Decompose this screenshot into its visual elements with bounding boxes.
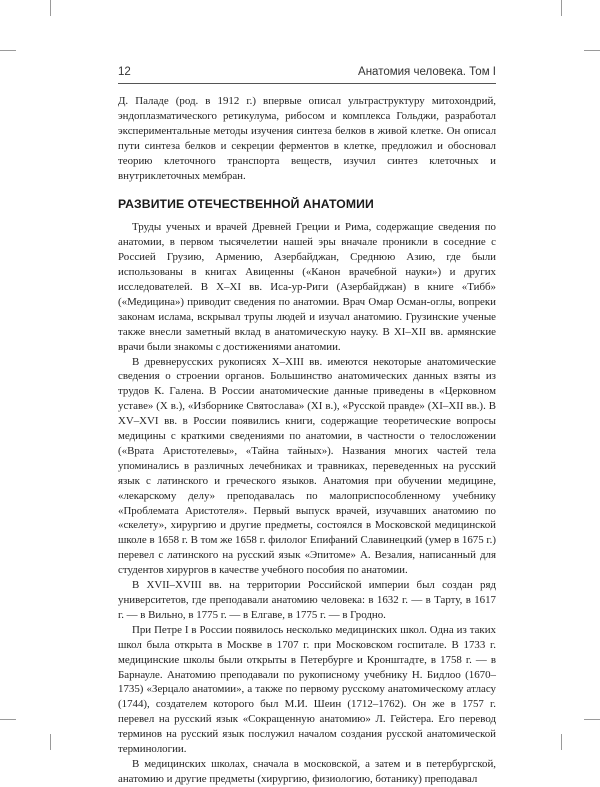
body-paragraph: В медицинских школах, сначала в московской, а затем и в петербургской, анатомию и другие предметы (хирургию, физиологию, ботанику) преподавал [118, 757, 496, 785]
header-rule [118, 83, 496, 84]
intro-paragraph: Д. Паладе (род. в 1912 г.) впервые описал ультраструктуру митохондрий, эндоплазматического ретикулума, рибосом и комплекса Гольджи, разработал экспериментальные методы изучения синтеза белков в живой клетке. Он описал пути синтеза белков и секреции ферментов в клетке, предложил и обосновал теорию клеточного транспорта веществ, изучил синтез клеточных и внутриклеточных мембран. [118, 95, 496, 182]
body-paragraph: Труды ученых и врачей Древней Греции и Рима, содержащие сведения по анатомии, в первом тысячелетии нашей эры вначале проникли в соседние с Россией Грузию, Армению, Азербайджан, Среднюю Азию, где были использованы в книгах Авиценны («Канон врачебной науки») и других исследователей. В X–XI вв. Иса-ур-Риги (Азербайджан) в книге «Тибб» («Медицина») приводит сведения по анатомии. Врач Омар Осман-оглы, вопреки законам ислама, вскрывал трупы людей и изучал анатомию. Грузинские ученые также внесли заметный вклад в анатомическую науку. В XI–XII вв. армянские врачи были знакомы с достижениями анатомии. [118, 221, 496, 353]
body-paragraph: В древнерусских рукописях X–XIII вв. имеются некоторые анатомические сведения о строении органов. Большинство анатомических данных взяты из трудов К. Галена. В России анатомические данные приведены в «Церковном уставе» (X в.), «Изборнике Святослава» (XI в.), «Русской правде» (XI–XII вв.). В XV–XVI вв. в России появились книги, содержащие теоретические вопросы медицины с краткими сведениями по анатомии, в частности о телосложении («Врата Аристотелевы», «Тайна тайных»). Названия многих частей тела упоминались в различных лечебниках и травниках, переведенных на русский язык с латинского и греческого языков. Анатомия при обучении медицине, «лекарскому делу» преподавалась по малоприспособленному учебнику «Проблемата Аристотеля». Первый выпуск врачей, изучавших анатомию по «скелету», хирургию и другие предметы, состоялся в Московской медицинской школе в 1658 г. В том же 1658 г. филолог Епифаний Славинецкий (умер в 1675 г.) перевел с латинского на русский язык «Эпитоме» А. Везалия, написанный для студентов хирургов в качестве учебного пособия по анатомии. [118, 355, 496, 577]
section-heading: РАЗВИТИЕ ОТЕЧЕСТВЕННОЙ АНАТОМИИ [118, 197, 374, 212]
crop-mark [561, 734, 562, 750]
crop-mark [584, 50, 600, 51]
body-paragraph: В XVII–XVIII вв. на территории Российской империи был создан ряд университетов, где преподавали анатомию человека: в 1632 г. — в Тарту, в 1617 г. — в Вильно, в 1775 г. — в Елгаве, в 1775 г. — в Гродно. [118, 579, 496, 621]
page-number: 12 [118, 66, 131, 78]
crop-mark [561, 0, 562, 16]
crop-mark [0, 719, 16, 720]
crop-mark [50, 0, 51, 16]
crop-mark [584, 719, 600, 720]
crop-mark [50, 734, 51, 750]
book-title: Анатомия человека. Том I [358, 66, 496, 78]
page-body [118, 94, 496, 787]
crop-mark [0, 50, 16, 51]
body-paragraph: При Петре I в России появилось несколько медицинских школ. Одна из таких школ была открыта в Москве в 1707 г. при Московском госпитале. В 1733 г. медицинские школы были открыты в Петербурге и Кронштадте, в 1758 г. — в Барнауле. Анатомию преподавали по рукописному учебнику Н. Бидлоо (1670–1735) «Зерцало анатомии», а также по первому русскому анатомическому атласу (1744), создателем которого был М.И. Шеин (1712–1762). Он же в 1757 г. перевел на русский язык «Сокращенную анатомию» Л. Гейстера. Его перевод терминов на русский язык послужил началом создания русской анатомической терминологии. [118, 623, 496, 756]
running-head [118, 66, 496, 82]
